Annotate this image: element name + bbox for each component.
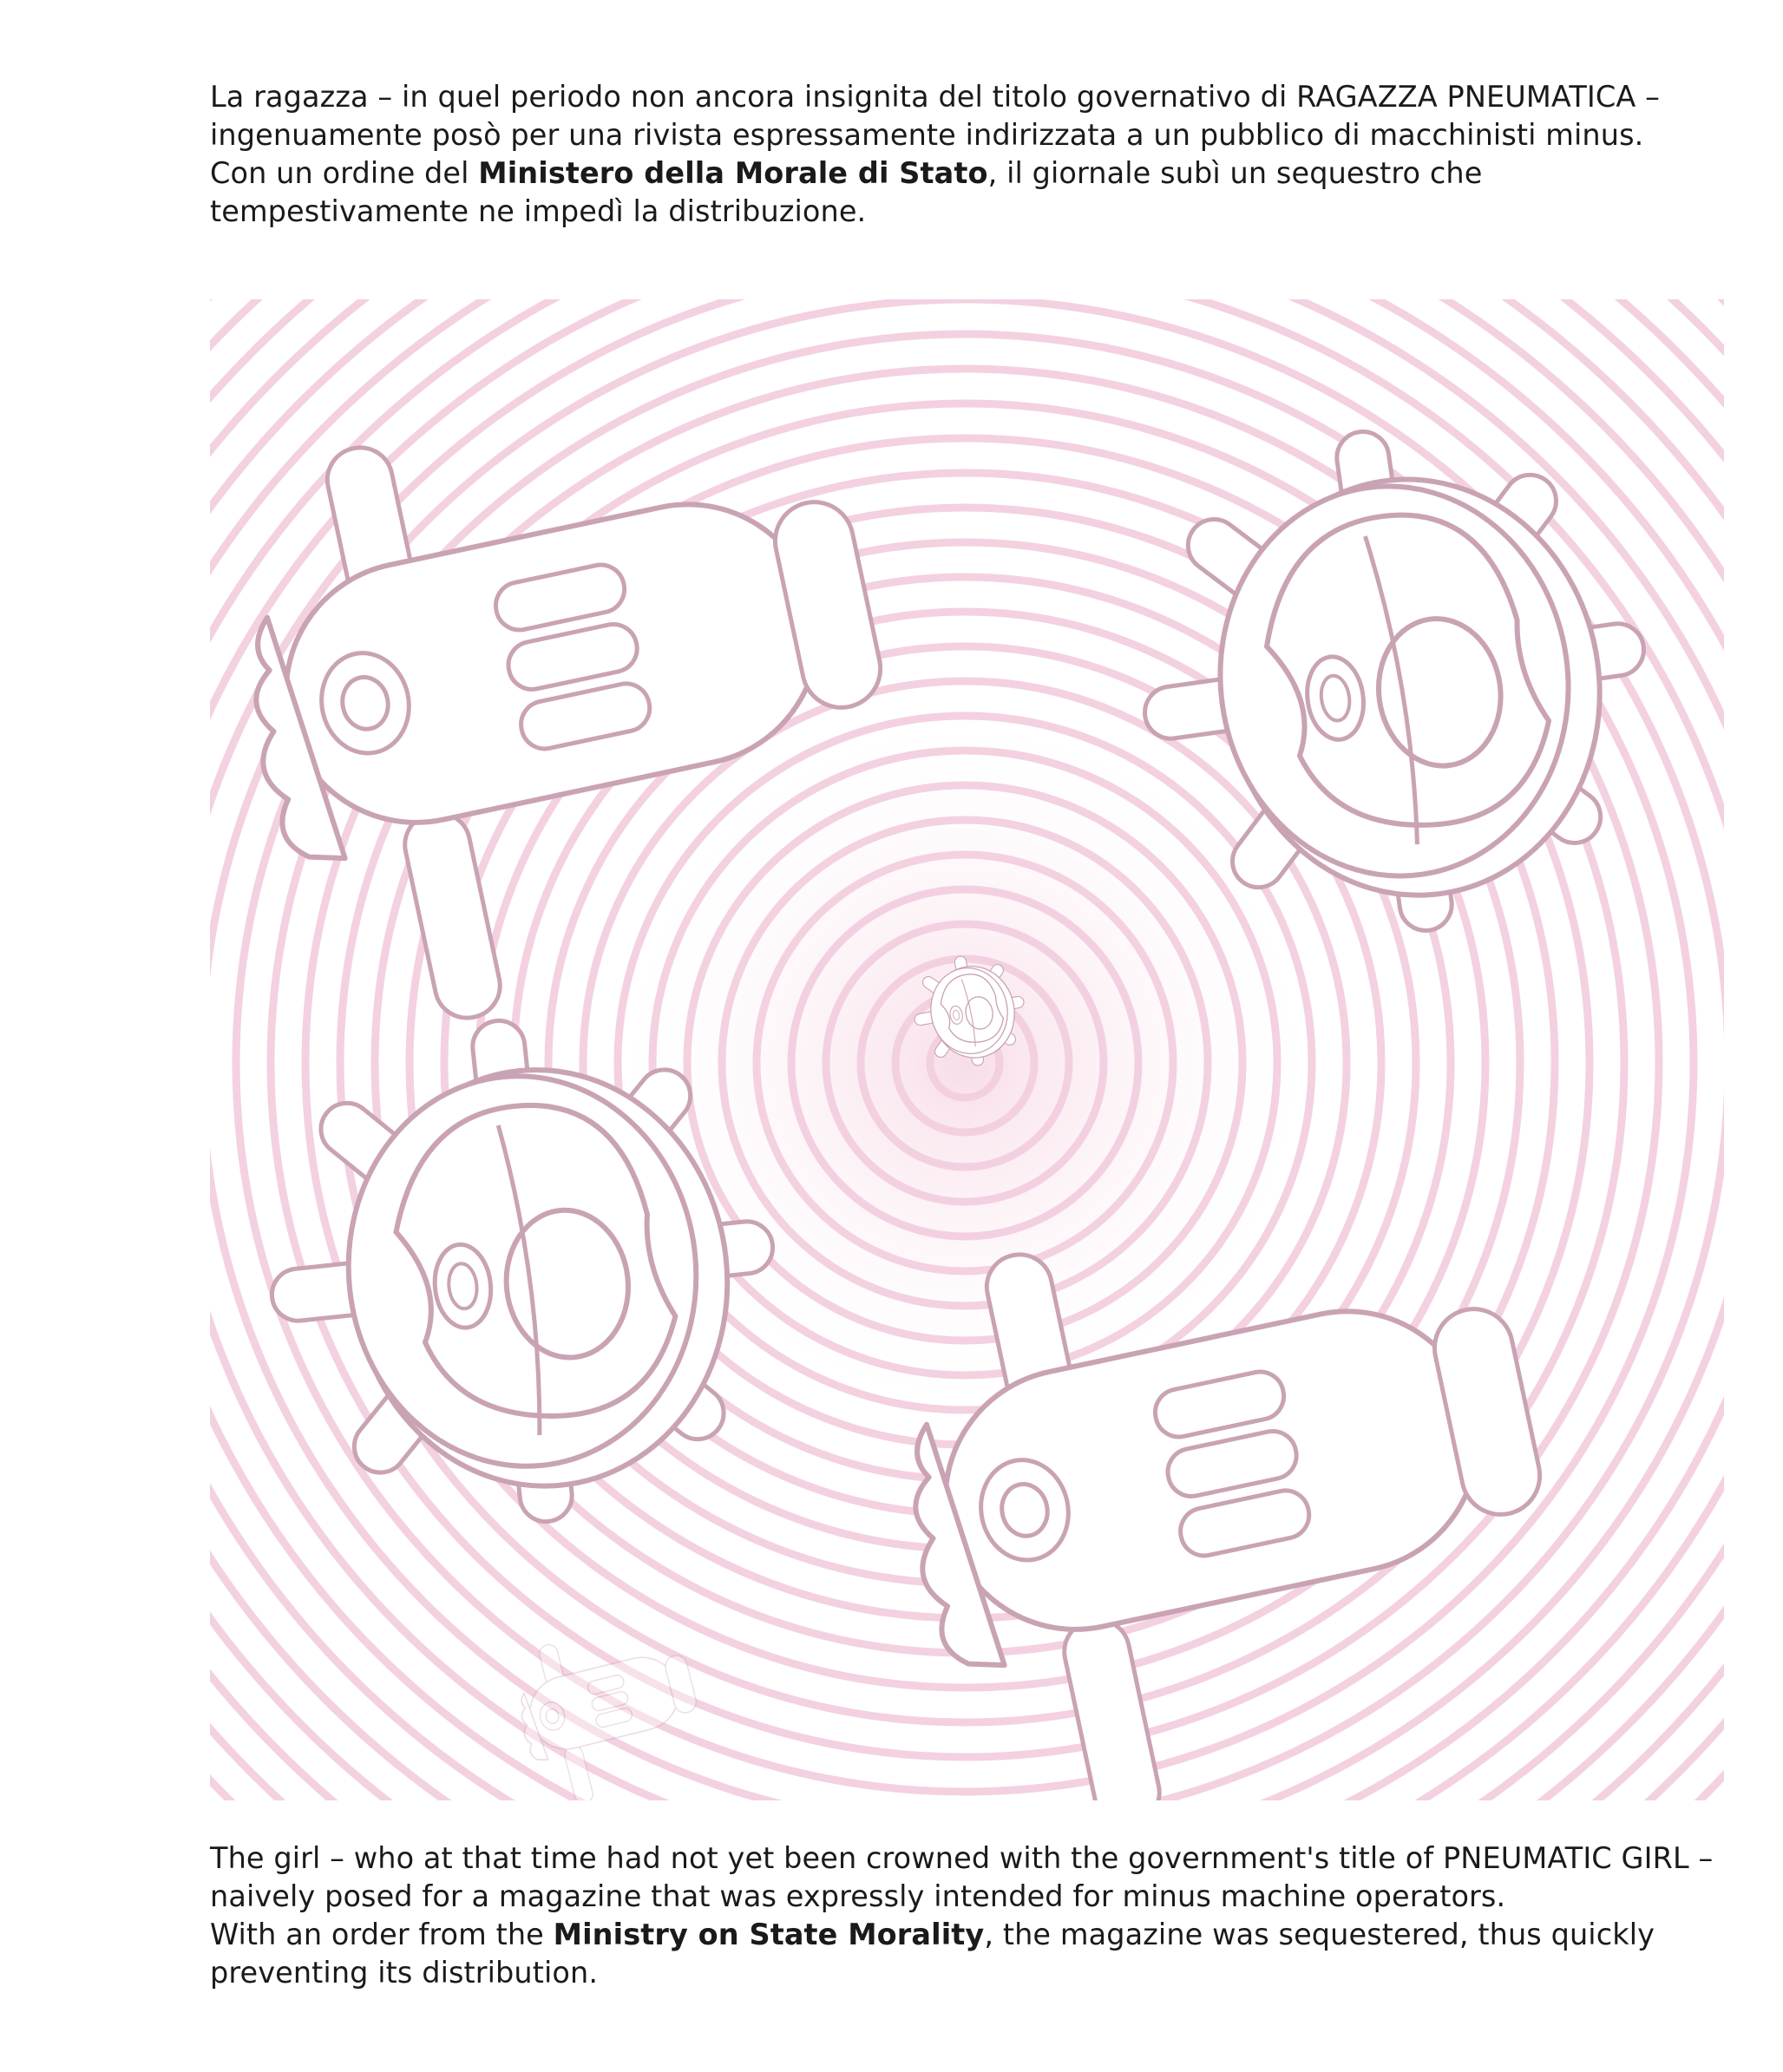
english-paragraph-1: The girl – who at that time had not yet been crowned with the government's title of PNEUMATIC GIRL – naively posed for a magazine that was expressly intended for minus machine operators.: [210, 1841, 1714, 1913]
english-ministry-name: Ministry on State Morality: [553, 1918, 985, 1951]
italian-text: [210, 78, 1720, 231]
english-paragraph-2: [210, 1916, 1720, 1992]
concentric-rings-artwork: [210, 299, 1724, 1800]
italian-paragraph-1: La ragazza – in quel periodo non ancora insignita del titolo governativo di RAGAZZA PNEUMATICA – ingenuamente posò per una rivista espressamente indirizzata a un pubblico di macchinisti minus.: [210, 80, 1660, 152]
italian-paragraph-2: [210, 154, 1720, 231]
illustration: [210, 299, 1724, 1800]
english-paragraph-2-start: With an order from the: [210, 1918, 554, 1951]
italian-paragraph-2-start: Con un ordine del: [210, 156, 479, 190]
italian-ministry-name: Ministero della Morale di Stato: [478, 156, 988, 190]
english-text: [210, 1839, 1720, 1992]
english-paragraph-2-end: , the magazine was sequestered, thus quickly preventing its distribution.: [210, 1918, 1655, 1990]
italian-paragraph-2-end: , il giornale subì un sequestro che tempestivamente ne impedì la distribuzione.: [210, 156, 1483, 228]
